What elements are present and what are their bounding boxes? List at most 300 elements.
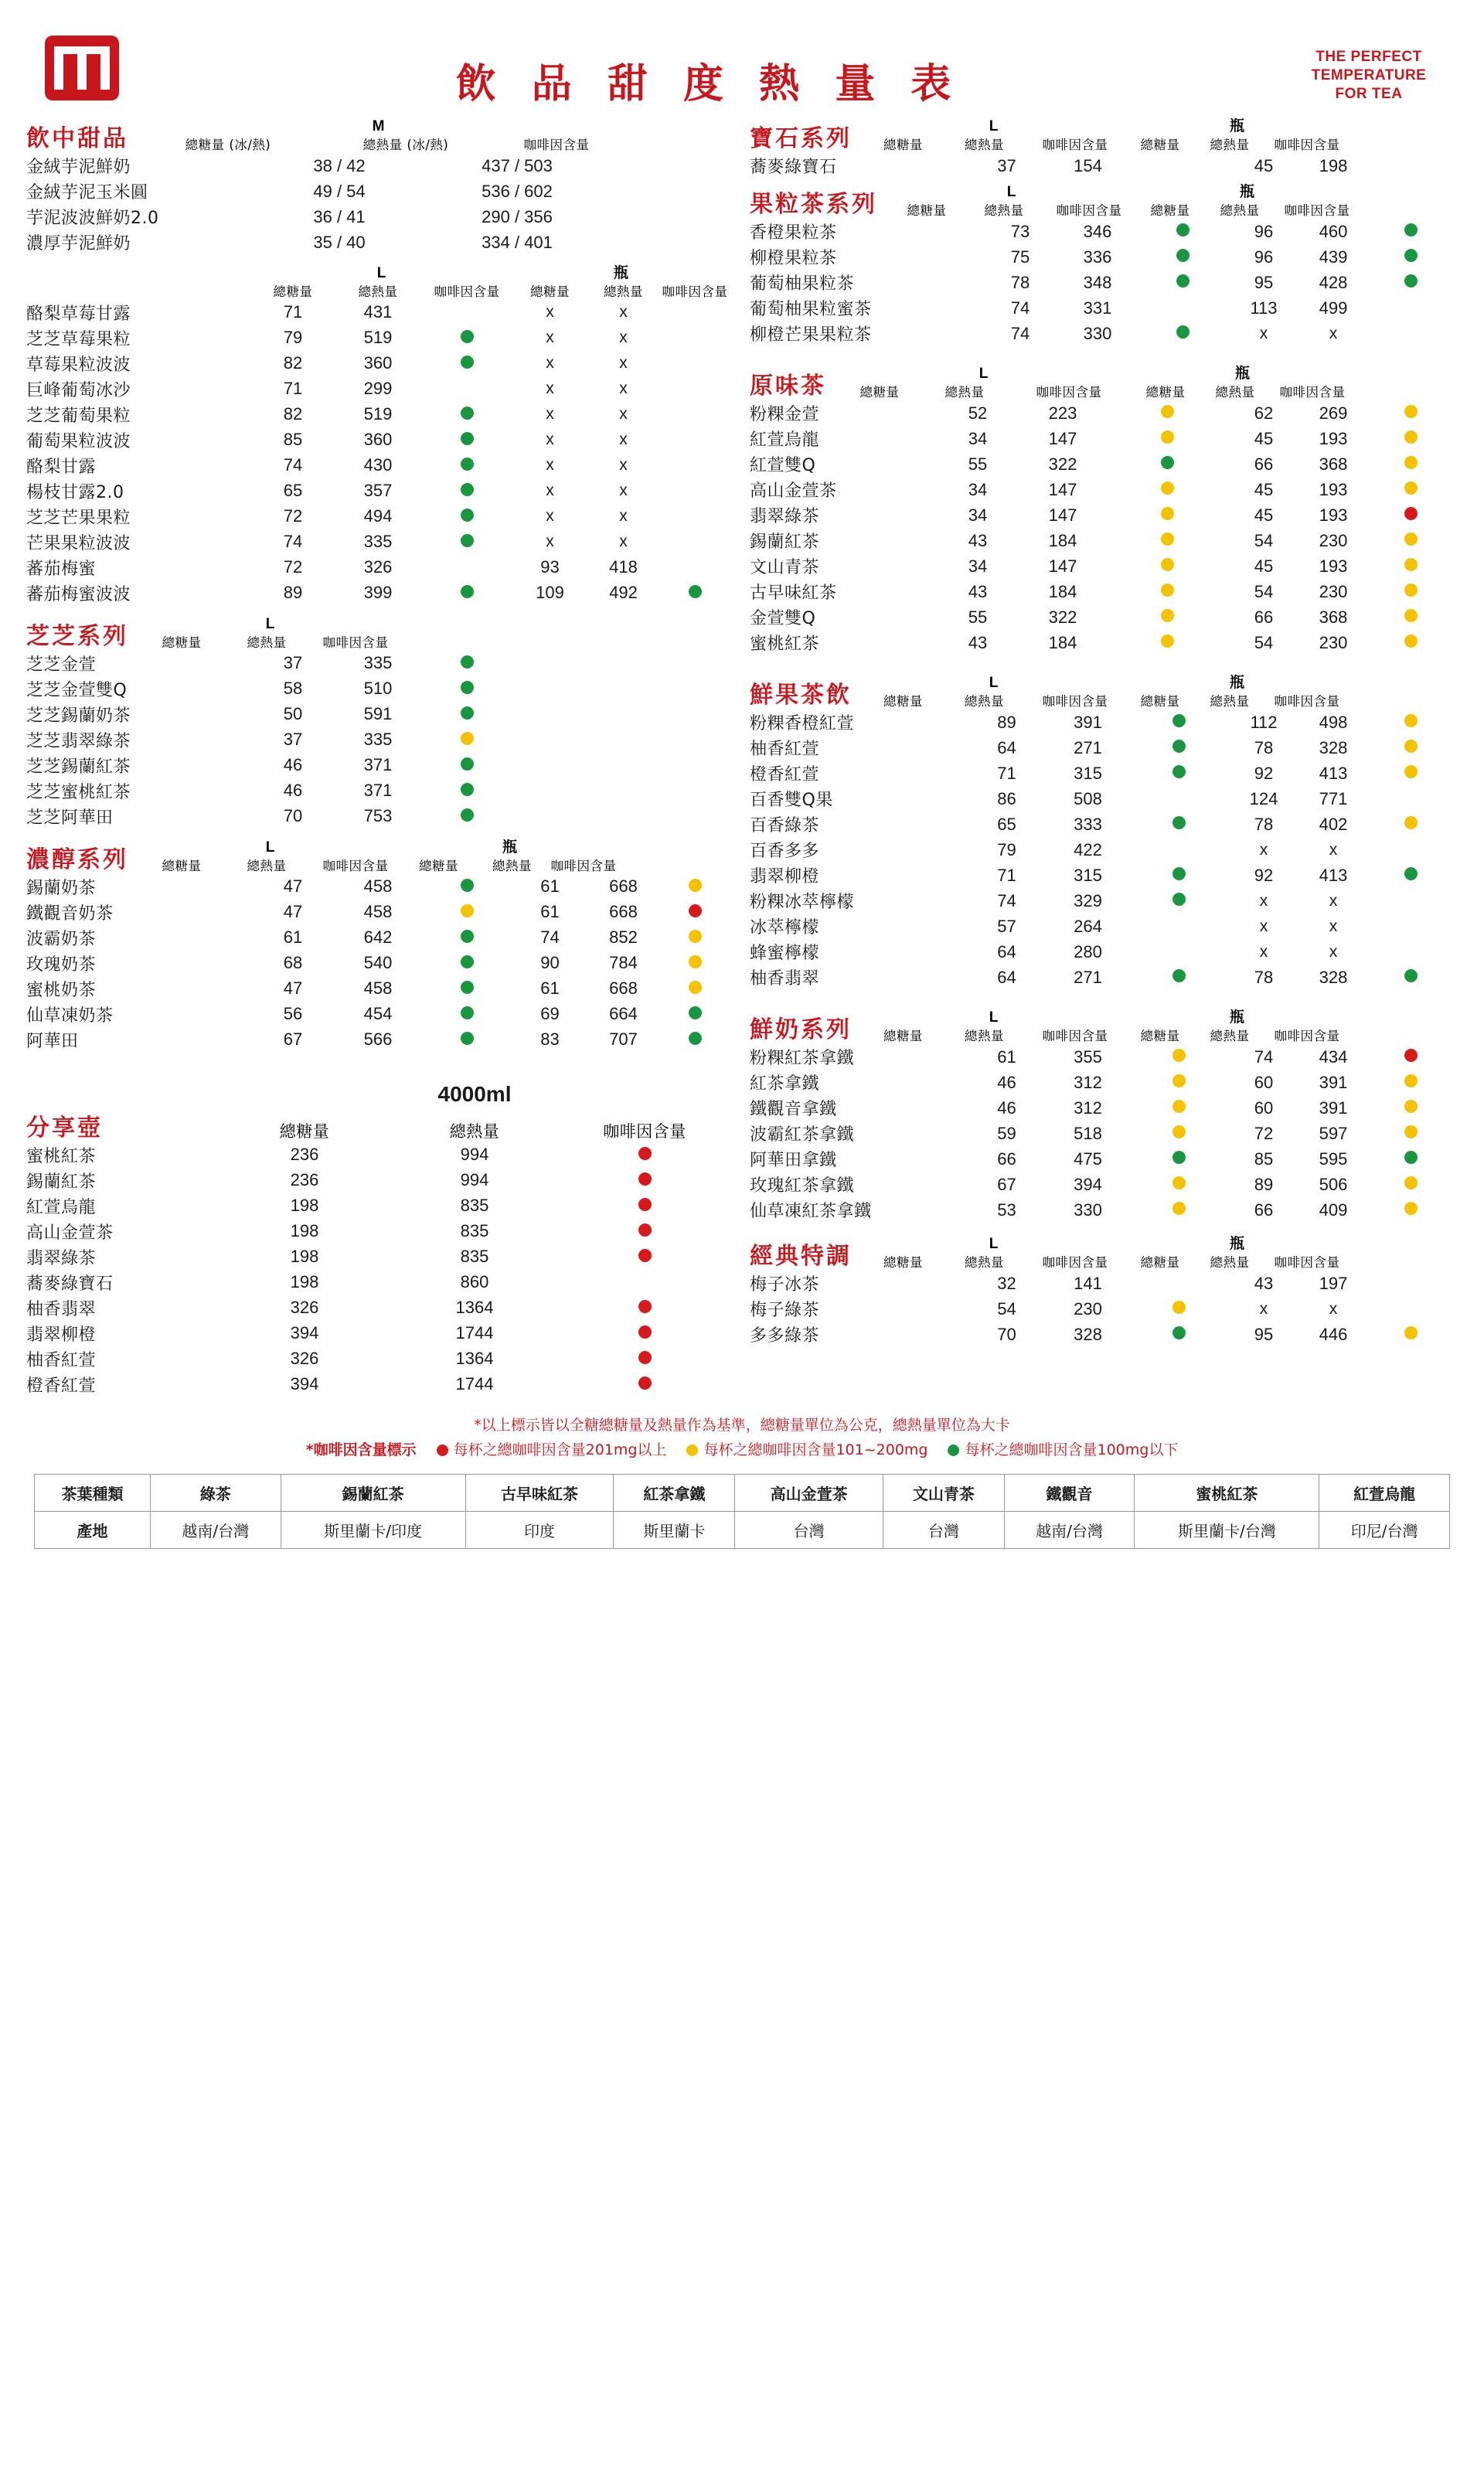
item-calorie: 290 / 356 [482,206,553,226]
item-name: 百香多多 [750,842,820,861]
item-name: 芝芝錫蘭奶茶 [26,706,131,726]
item-b-calorie: 668 [609,876,638,897]
item-b-calorie: 668 [609,978,638,999]
item-l-calorie: 494 [363,506,393,526]
item-calorie: 335 [363,730,393,750]
item-b-sugar: 45 [1254,155,1274,175]
col-head-calorie: 總熱量 [1210,138,1250,152]
table-row [750,710,1453,735]
col-head-caffeine: 咖啡因含量 [1274,1029,1340,1043]
item-name: 蕎麥綠寶石 [750,158,837,177]
item-l-calorie: 540 [363,953,393,973]
item-calorie: 1364 [455,1298,494,1318]
col-head-sugar: 總糖量 [279,1121,330,1141]
item-b-calorie: x [619,354,628,373]
col-head-calorie: 總熱量 [965,1255,1004,1270]
item-l-caffeine [1128,761,1229,786]
item-b-sugar: x [546,354,554,373]
item-caffeine [420,804,513,829]
item-name: 波霸紅茶拿鐵 [750,1125,855,1145]
item-caffeine [606,153,730,179]
item-l-calorie: 280 [1074,941,1102,961]
table-row [750,400,1453,426]
item-l-caffeine [420,925,513,951]
item-l-sugar: 70 [997,1324,1016,1344]
item-l-calorie: 315 [1074,763,1102,783]
item-l-caffeine [420,453,513,478]
item-l-caffeine [1128,965,1229,990]
table-classic-special [750,1271,1453,1347]
item-b-sugar: 61 [540,876,560,897]
table-row [26,529,730,555]
col-head-calorie: 總熱量 [1210,1255,1250,1270]
size-cap-l: L [989,1009,999,1026]
item-name: 梅子綠茶 [750,1301,820,1320]
item-b-caffeine [660,529,730,555]
item-l-caffeine [1128,1296,1229,1322]
section-title-zhizhi: 芝芝系列 [26,622,128,650]
table-row [750,579,1453,604]
item-l-caffeine [1128,1044,1229,1070]
item-b-sugar: 95 [1254,1324,1274,1344]
item-l-calorie: 330 [1083,323,1112,343]
item-b-sugar: 61 [540,978,560,999]
item-sugar: 70 [283,806,303,826]
col-head-sugar: 總糖量 [273,284,313,299]
item-b-sugar: 45 [1254,479,1274,499]
item-l-caffeine [420,555,513,580]
item-l-calorie: 271 [1074,967,1102,987]
item-name: 鐵觀音拿鐵 [750,1100,837,1119]
item-l-calorie: 223 [1048,403,1077,423]
left-column [26,119,730,1402]
table-row [26,453,730,478]
legend-medium [686,1438,928,1462]
item-name: 仙草凍奶茶 [26,1006,114,1026]
tea-type-cell: 紅茶拿鐵 [614,1474,735,1511]
size-cap-bottle: 瓶 [1234,366,1251,383]
item-sugar: 36 / 41 [313,206,366,226]
item-b-caffeine [1368,1322,1453,1347]
table-row [26,351,730,376]
table-fresh-fruit-tea [750,710,1453,990]
legend-low-label: 每杯之總咖啡因含量100mg以下 [965,1441,1179,1459]
item-l-caffeine [1105,604,1229,630]
item-name: 柚香紅萱 [26,1350,97,1370]
item-sugar: 236 [290,1145,319,1165]
table-row [750,477,1453,502]
item-b-caffeine [1368,837,1453,863]
item-calorie: 994 [460,1145,489,1165]
item-l-sugar: 82 [283,353,303,373]
item-b-caffeine [1368,630,1453,655]
table-share-pot [26,1142,730,1397]
item-caffeine [606,204,730,230]
table-row [26,179,730,204]
item-l-sugar: 53 [997,1200,1016,1220]
size-cap-l: L [979,366,989,383]
item-name: 粉粿紅茶拿鐵 [750,1049,855,1068]
item-b-sugar: 74 [1254,1046,1274,1067]
item-l-caffeine [1128,735,1229,761]
item-calorie: 371 [363,781,393,801]
table-row [26,1027,730,1053]
item-l-calorie: 326 [363,557,393,577]
item-b-caffeine [1368,502,1453,528]
section-title-rich-milk-tea: 濃醇系列 [26,846,128,873]
item-name: 玫瑰奶茶 [26,955,97,975]
col-head-caffeine: 咖啡因含量 [1042,694,1108,709]
table-row [750,837,1453,863]
table-row [26,1295,730,1321]
item-b-caffeine [1368,528,1453,553]
col-head-calorie: 總熱量 [247,635,287,650]
item-sugar: 236 [290,1170,319,1190]
item-l-caffeine [1128,1146,1229,1172]
item-name: 葡萄果粒波波 [26,431,131,451]
item-l-sugar: 66 [997,1149,1016,1169]
item-l-calorie: 329 [1074,890,1102,910]
table-row [750,761,1453,786]
item-l-caffeine [1128,1121,1229,1146]
item-name: 蕃茄梅蜜波波 [26,584,131,604]
table-row [750,939,1453,965]
item-l-calorie: 431 [363,302,393,322]
item-name: 草莓果粒波波 [26,355,131,375]
table-row [750,888,1453,914]
item-l-sugar: 78 [1010,272,1030,292]
size-cap-bottle: 瓶 [1239,184,1255,201]
item-l-sugar: 73 [1010,221,1030,241]
item-b-calorie: x [1329,324,1338,342]
item-caffeine [560,1295,730,1321]
item-b-calorie: 269 [1319,403,1348,423]
item-l-calorie: 315 [1074,865,1102,885]
item-l-calorie: 154 [1074,155,1102,175]
item-b-sugar: x [546,430,554,449]
table-row [26,300,730,325]
item-l-caffeine [1128,837,1229,863]
item-l-caffeine [420,900,513,925]
col-head-caffeine: 咖啡因含量 [550,858,617,873]
table-row [26,702,730,727]
table-row [26,580,730,606]
item-name: 梅子冰茶 [750,1275,820,1295]
item-b-caffeine [660,402,730,427]
table-row [26,478,730,504]
size-cap-m: M [372,118,386,135]
item-l-caffeine [420,325,513,351]
item-b-calorie: 668 [609,902,638,922]
col-head-sugar: 總糖量 [907,203,947,218]
item-b-sugar: x [1259,891,1268,910]
green-dot-icon [948,1445,959,1456]
table-row [26,1168,730,1193]
item-calorie: 536 / 602 [482,181,553,201]
item-name: 芝芝金萱雙Q [26,680,128,700]
item-calorie: 1744 [455,1323,494,1343]
item-caffeine [560,1142,730,1168]
table-row [26,727,730,753]
item-l-calorie: 475 [1074,1149,1102,1169]
item-name: 百香綠茶 [750,816,820,835]
col-head-calorie: 總熱量 [965,1029,1004,1043]
item-calorie: 835 [460,1247,489,1267]
table-row [750,219,1453,244]
table-rich-milk-tea [26,874,730,1053]
item-name: 濃厚芋泥鮮奶 [26,234,131,254]
col-head-sugar: 總糖量 [1140,1255,1180,1270]
item-sugar: 394 [290,1374,319,1394]
col-head-sugar: 總糖量 [883,1255,923,1270]
item-name: 冰萃檸檬 [750,918,820,938]
item-b-caffeine [1368,914,1453,939]
item-caffeine [560,1270,730,1295]
item-l-calorie: 328 [1074,1324,1102,1344]
item-b-sugar: 66 [1254,454,1274,474]
item-l-caffeine [1136,295,1229,321]
item-b-sugar: 72 [1254,1123,1274,1143]
section-title-gem: 寶石系列 [750,125,852,152]
section-title-classic-special: 經典特調 [750,1243,852,1270]
section-title-fresh-fruit-tea: 鮮果茶飲 [750,682,852,709]
footnotes [26,1413,1458,1463]
item-b-sugar: x [1259,840,1268,859]
item-b-sugar: x [546,533,554,551]
item-l-caffeine [1128,153,1229,179]
item-name: 錫蘭紅茶 [750,533,820,552]
item-l-caffeine [1128,939,1229,965]
item-l-sugar: 37 [997,155,1016,175]
item-b-sugar: 54 [1254,632,1274,652]
item-l-caffeine [420,427,513,453]
item-sugar: 35 / 40 [313,232,366,252]
item-sugar: 198 [290,1272,319,1292]
item-b-caffeine [1368,1296,1453,1322]
col-head-caffeine: 咖啡因含量 [603,1121,686,1141]
table-row [26,925,730,951]
item-b-caffeine [1368,1197,1453,1223]
brand-tagline-line-1: THE PERFECT [1316,49,1422,65]
item-calorie: 591 [363,704,393,724]
table-row [750,244,1453,270]
item-caffeine [560,1372,730,1397]
item-name: 粉粿金萱 [750,405,820,424]
table-row [750,1146,1453,1172]
item-name: 翡翠柳橙 [750,867,820,886]
table-row [750,630,1453,655]
table-row [750,812,1453,837]
table-row [26,1219,730,1244]
item-caffeine [560,1321,730,1346]
item-name: 高山金萱茶 [26,1223,114,1243]
item-l-caffeine [1128,786,1229,812]
item-calorie: 835 [460,1196,489,1216]
col-head-calorie: 總熱量 [604,284,643,299]
item-sugar: 37 [283,653,303,673]
col-head-caffeine: 咖啡因含量 [1042,1255,1108,1270]
item-l-sugar: 74 [997,890,1016,910]
brand-tagline-line-3: FOR TEA [1335,85,1403,102]
item-l-sugar: 52 [968,403,988,423]
col-head-calorie: 總熱量 [358,284,398,299]
col-head-sugar: 總糖量 [883,694,923,709]
item-b-calorie: 418 [609,557,638,577]
item-l-sugar: 34 [968,556,988,576]
col-head-sugar: 總糖量 [1140,1029,1180,1043]
item-b-caffeine [1368,1095,1453,1121]
table-row [26,1321,730,1346]
table-gem [750,153,1453,179]
item-name: 蜜桃奶茶 [26,980,97,1000]
item-l-sugar: 67 [283,1029,303,1050]
origin-cell: 越南/台灣 [151,1511,281,1548]
item-name: 柚香紅萱 [750,740,820,759]
col-head-calorie: 總熱量 [965,138,1004,152]
item-b-caffeine [660,925,730,951]
item-b-calorie: 498 [1319,712,1348,732]
item-name: 紅萱烏龍 [26,1197,97,1217]
size-cap-l: L [1006,184,1017,201]
item-b-caffeine [1368,1172,1453,1197]
item-l-caffeine [420,1002,513,1027]
item-b-caffeine [660,325,730,351]
item-b-caffeine [1368,270,1453,295]
table-row [26,651,730,676]
item-l-sugar: 79 [997,839,1016,859]
item-sugar: 326 [290,1349,319,1369]
item-b-calorie: 852 [609,927,638,948]
item-b-sugar: 109 [536,583,564,603]
item-b-caffeine [660,1027,730,1053]
legend-high [437,1438,667,1462]
poster-header [26,23,1458,116]
col-head-caffeine: 咖啡因含量 [662,284,728,299]
item-b-sugar: 66 [1254,607,1274,627]
item-l-calorie: 422 [1074,839,1102,859]
item-l-calorie: 360 [363,430,393,450]
item-name: 紅萱烏龍 [750,430,820,450]
item-l-sugar: 67 [997,1174,1016,1194]
col-head-sugar: 總糖量 [1140,694,1180,709]
col-head-calorie: 總熱量 [1210,1029,1250,1043]
item-b-calorie: x [619,405,628,424]
item-name: 古早味紅茶 [750,584,837,603]
col-head-caffeine: 咖啡因含量 [1042,138,1108,152]
item-l-sugar: 46 [997,1072,1016,1092]
origin-cell: 台灣 [735,1511,883,1548]
tea-type-cell: 錫蘭紅茶 [281,1474,465,1511]
item-b-sugar: 96 [1254,247,1274,267]
item-l-sugar: 56 [283,1004,303,1024]
item-l-sugar: 54 [997,1298,1016,1319]
table-row [750,604,1453,630]
item-sugar: 58 [283,679,303,699]
item-b-calorie: 784 [609,953,638,973]
item-name: 鐵觀音奶茶 [26,904,114,924]
item-b-calorie: 193 [1319,428,1348,448]
table-row [26,427,730,453]
col-head-caffeine: 咖啡因含量 [434,284,500,299]
item-l-calorie: 642 [363,927,393,948]
origin-cell: 越南/台灣 [1004,1511,1135,1548]
item-l-caffeine [1105,528,1229,553]
item-sugar: 198 [290,1247,319,1267]
table-row [750,1121,1453,1146]
item-name: 金絨芋泥玉米圓 [26,183,148,202]
item-b-sugar: x [1259,324,1268,342]
table-row [26,900,730,925]
table-row [750,863,1453,888]
origin-cell: 斯里蘭卡/印度 [281,1511,465,1548]
item-b-sugar: 54 [1254,530,1274,550]
col-head-caffeine: 咖啡因含量 [1036,385,1102,400]
item-name: 芝芝芒果果粒 [26,508,131,528]
item-l-sugar: 75 [1010,247,1030,267]
item-b-sugar: 78 [1254,967,1274,987]
item-name: 巨峰葡萄冰沙 [26,380,131,400]
item-b-sugar: x [1259,917,1268,935]
size-cap-bottle: 瓶 [1229,118,1245,135]
col-head-caffeine: 咖啡因含量 [523,138,590,152]
item-l-calorie: 264 [1074,916,1102,936]
item-l-sugar: 82 [283,404,303,424]
item-l-sugar: 55 [968,607,988,627]
table-row [750,914,1453,939]
item-name: 多多綠茶 [750,1326,820,1346]
col-head-calorie: 總熱量 [984,203,1024,218]
table-row [750,1172,1453,1197]
size-cap-bottle: 瓶 [1229,1236,1245,1253]
col-head-sugar: 總糖量 [530,284,570,299]
item-b-calorie: 413 [1319,763,1348,783]
table-row [26,1142,730,1168]
item-name: 蕎麥綠寶石 [26,1274,114,1294]
item-sugar: 326 [290,1298,319,1318]
item-l-calorie: 458 [363,902,393,922]
item-caffeine [420,753,513,778]
item-l-caffeine [1136,270,1229,295]
item-sugar: 49 / 54 [313,181,366,201]
item-l-calorie: 312 [1074,1072,1102,1092]
size-cap-bottle: 瓶 [502,839,518,856]
table-row [26,1244,730,1270]
item-name: 芝芝錫蘭紅茶 [26,757,131,777]
item-l-caffeine [420,580,513,606]
item-l-sugar: 74 [283,455,303,475]
item-name: 紅茶拿鐵 [750,1074,820,1094]
item-b-sugar: 60 [1254,1097,1274,1118]
item-name: 橙香紅萱 [26,1376,97,1396]
section-title-fresh-milk: 鮮奶系列 [750,1016,852,1043]
table-row [26,376,730,402]
table-row [750,502,1453,528]
table-row [26,1193,730,1219]
item-l-calorie: 147 [1048,479,1077,499]
row-label-origin: 產地 [35,1511,151,1548]
item-b-calorie: 328 [1319,967,1348,987]
table-row [750,1044,1453,1070]
origin-cell: 台灣 [883,1511,1005,1548]
content-columns [26,119,1458,1402]
item-name: 芒果果粒波波 [26,533,131,553]
item-l-caffeine [1128,914,1229,939]
item-name: 柚香翡翠 [750,969,820,989]
item-l-caffeine [1136,244,1229,270]
item-caffeine [420,676,513,702]
item-l-sugar: 43 [968,632,988,652]
item-name: 葡萄柚果粒茶 [750,274,855,294]
